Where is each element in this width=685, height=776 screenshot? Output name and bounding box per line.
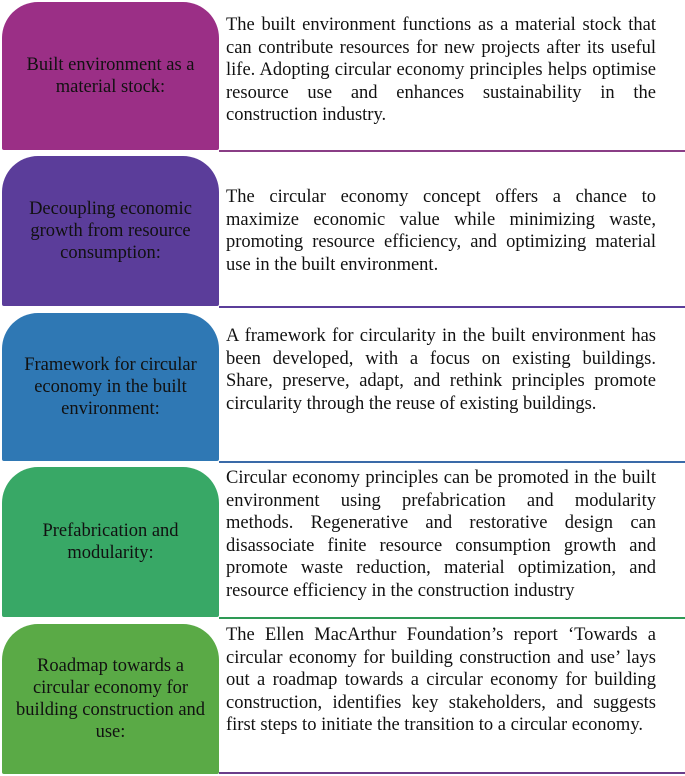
description-text: The built environment functions as a material stock that can contribute resources for new projects after its useful life. Adopting circular economy principles helps optimise resource use and enhances sustainability in the construction industry.: [226, 15, 656, 125]
description-decoupling: [226, 156, 656, 306]
label-material-stock: Built environment as a material stock:: [2, 2, 219, 150]
row-material-stock: [0, 2, 685, 152]
description-text: A framework for circularity in the built environment has been developed, with a focus on existing buildings. Share, preserve, adapt, and rethink principles promote circularity through the reuse of existing buildings.: [226, 326, 656, 414]
description-framework: [226, 313, 656, 473]
description-material-stock: [226, 2, 656, 162]
description-text: The Ellen MacArthur Foundation’s report ‘Towards a circular economy for building construction and use’ lays out a roadmap towards a circular economy for building construction, identifies key stakeholders, and suggests first steps to initiate the transition to a circular economy.: [226, 625, 656, 735]
description-text: The circular economy concept offers a chance to maximize economic value while minimizing waste, promoting resource efficiency, and optimizing material use in the built environment.: [226, 187, 656, 275]
description-text: Circular economy principles can be promoted in the built environment using prefabrication and modularity methods. Regenerative and restorative design can disassociate finite resource consumption growth and promote waste reduction, material optimization, and resource efficiency in the construction industry: [226, 468, 656, 601]
row-framework: [0, 313, 685, 463]
row-decoupling: [0, 156, 685, 308]
row-prefabrication: [0, 467, 685, 619]
label-framework: Framework for circular economy in the built environment:: [2, 313, 219, 461]
divider-line: [219, 461, 685, 463]
label-decoupling: Decoupling economic growth from resource consumption:: [2, 156, 219, 306]
description-prefabrication: [226, 467, 656, 617]
description-roadmap: [226, 624, 656, 764]
label-roadmap: Roadmap towards a circular economy for building construction and use:: [2, 624, 219, 774]
row-roadmap: [0, 624, 685, 776]
divider-line: [219, 617, 685, 619]
divider-line: [219, 772, 685, 774]
label-prefabrication: Prefabrication and modularity:: [2, 467, 219, 617]
divider-line: [219, 306, 685, 308]
divider-line: [219, 150, 685, 152]
